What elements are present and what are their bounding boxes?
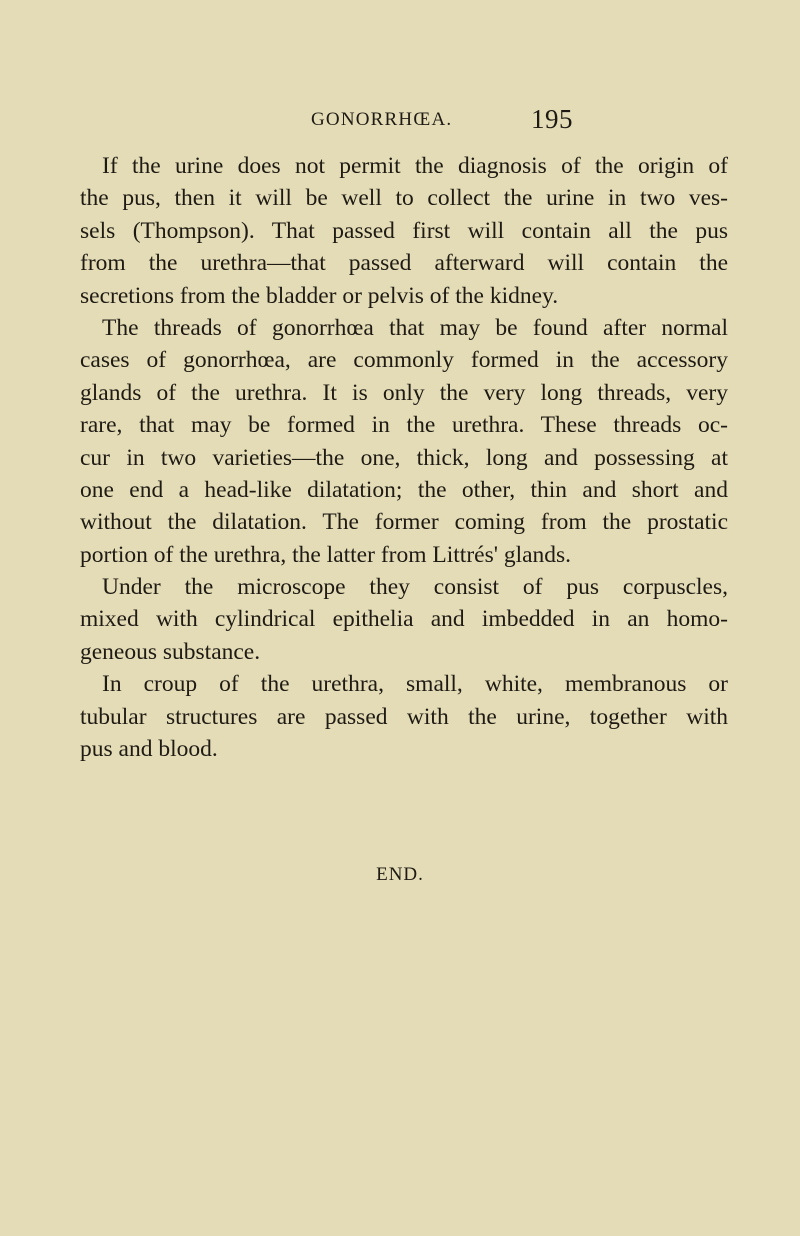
text-line: rare, that may be formed in the urethra. These threads oc- [80,412,728,439]
text-line: secretions from the bladder or pelvis of the kidney. [80,282,559,309]
page-number: 195 [531,104,573,134]
text-line: portion of the urethra, the latter from Littrés' glands. [80,541,572,568]
text-line: geneous substance. [80,638,261,665]
running-title: GONORRHŒA. [311,109,453,130]
text-line: pus and blood. [80,736,218,763]
text-line: mixed with cylindrical epithelia and imbedded in an homo- [80,606,728,633]
text-line: In croup of the urethra, small, white, membranous or [102,671,728,698]
text-line: from the urethra—that passed afterward will contain the [80,250,728,277]
text-line: the pus, then it will be well to collect the urine in two ves- [80,185,728,212]
text-line: If the urine does not permit the diagnosis of the origin of [102,153,728,179]
text-line: without the dilatation. The former coming from the prostatic [80,509,728,536]
text-line: tubular structures are passed with the urine, together with [80,703,728,730]
text-line: one end a head-like dilatation; the other, thin and short and [80,476,728,503]
text-line: sels (Thompson). That passed first will contain all the pus [80,217,728,244]
body-text [80,150,728,765]
text-line: The threads of gonorrhœa that may be found after normal [102,314,728,341]
page-header [0,104,800,144]
text-line: cases of gonorrhœa, are commonly formed in the accessory [80,347,728,374]
text-line: cur in two varieties—the one, thick, long and possessing at [80,444,728,471]
text-line: glands of the urethra. It is only the very long threads, very [80,379,728,406]
text-line: Under the microscope they consist of pus corpuscles, [102,574,728,601]
end-mark: END. [376,864,424,885]
